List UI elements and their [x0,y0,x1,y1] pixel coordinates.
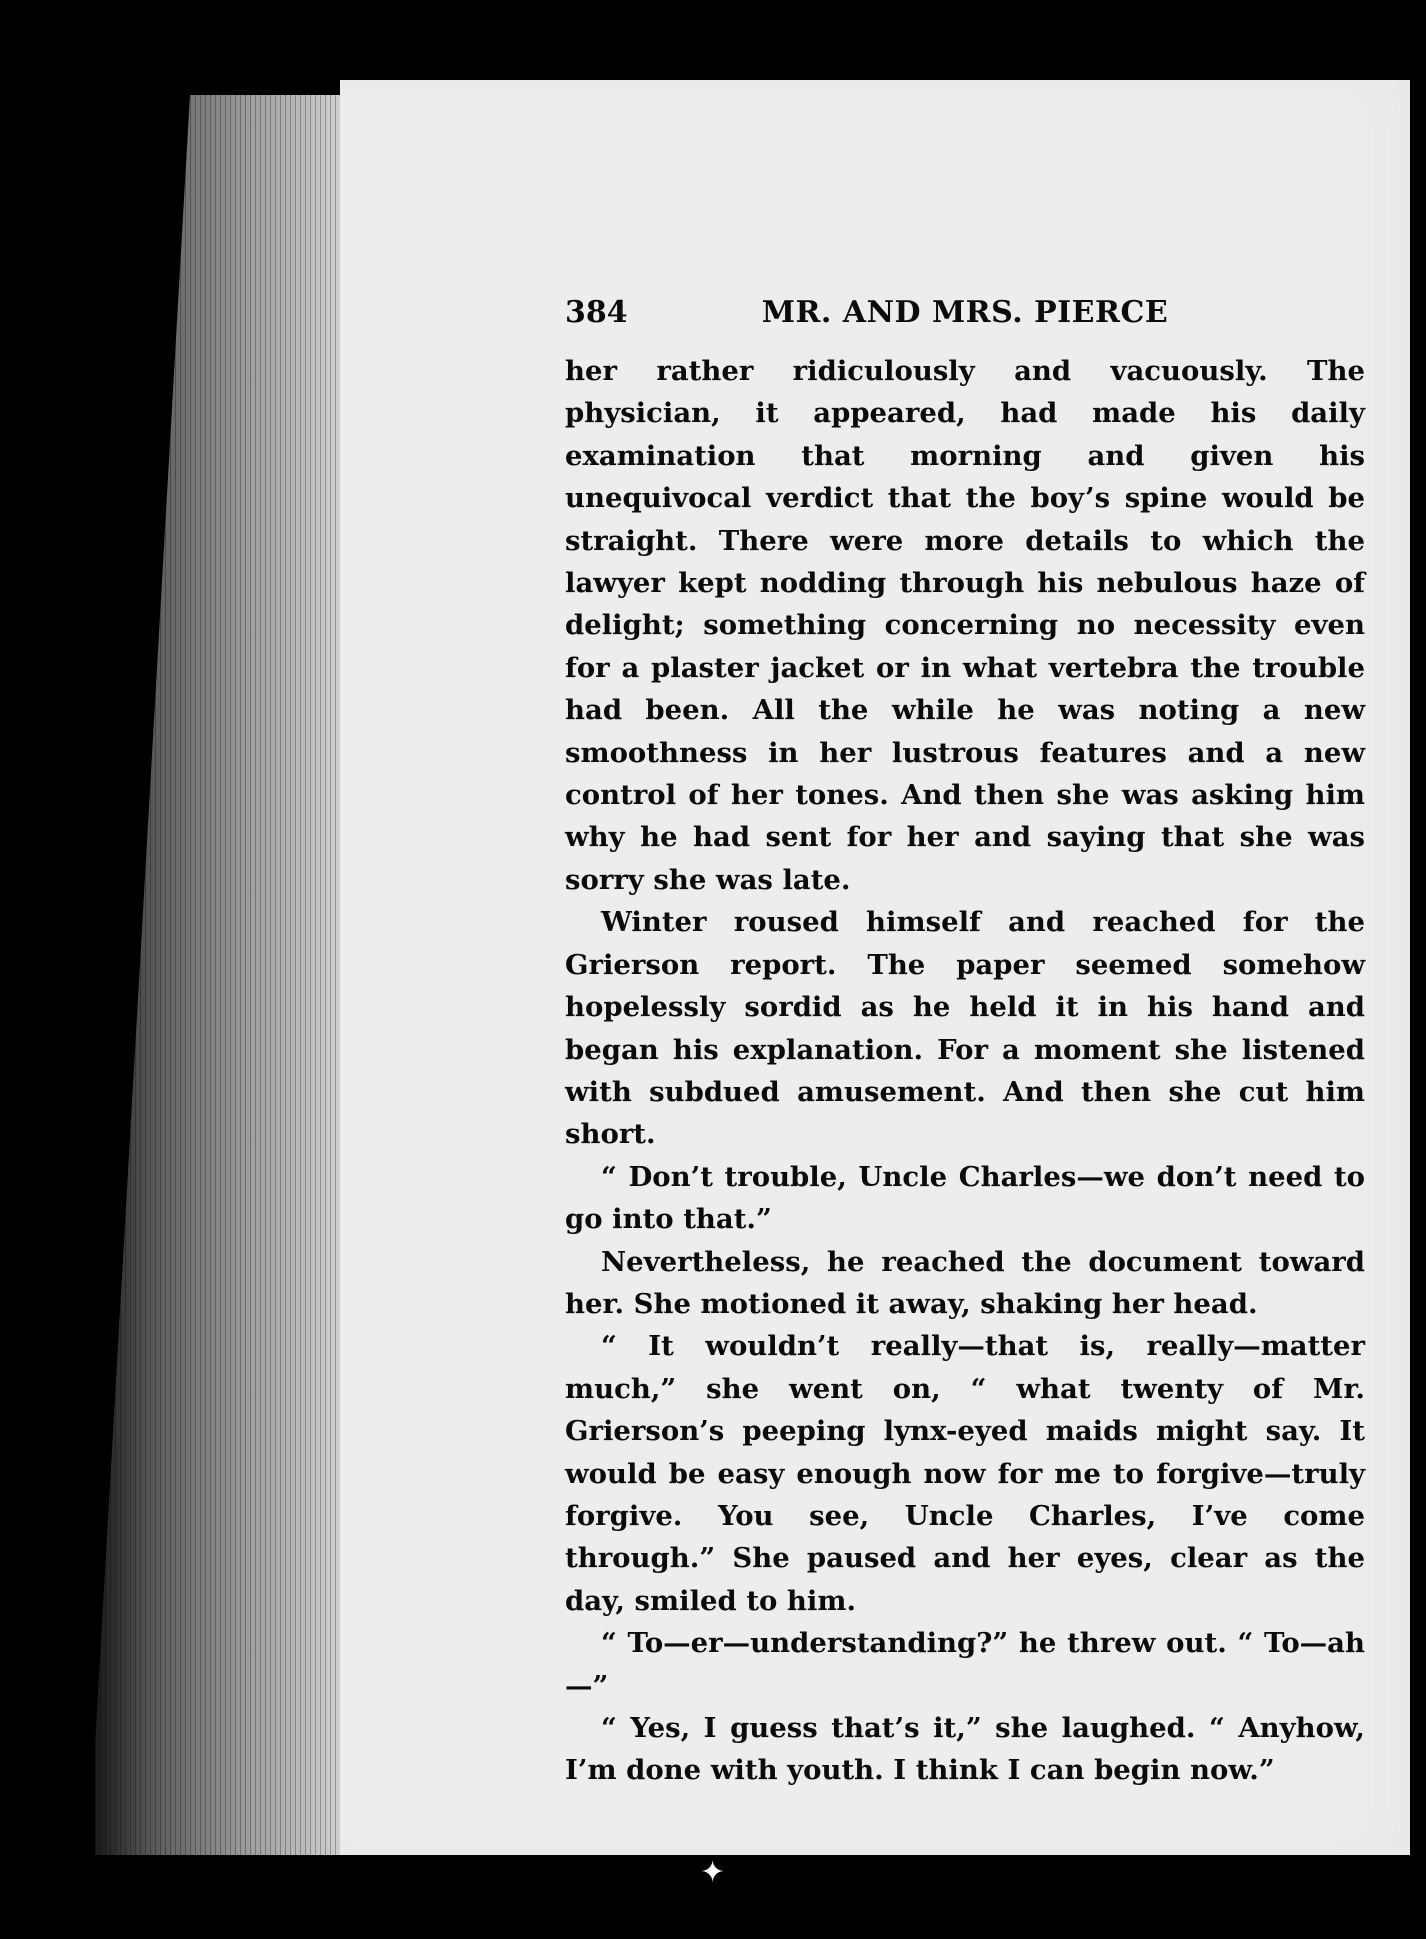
page-edge-lines [95,95,365,1855]
paragraph: Nevertheless, he reached the document toward her. She motioned it away, shaking her head. [565,1245,1365,1320]
book-page [340,80,1410,1855]
paragraph: “ It wouldn’t really—that is, really—matter much,” she went on, “ what twenty of Mr. Grierson’s peeping lynx-eyed maids might say. It would be easy enough now for me to forgive—truly forgive. You see, Uncle Charles, I’ve come through.” She paused and her eyes, clear as the day, smiled to him. [565,1330,1365,1617]
paragraph: “ Don’t trouble, Uncle Charles—we don’t need to go into that.” [565,1160,1365,1236]
running-head [565,292,1365,350]
paragraph: Winter roused himself and reached for the Grierson report. The paper seemed somehow hopelessly sordid as he held it in his hand and began his explanation. For a moment she listened with subdued amusement. And then she cut him short. [565,906,1365,1151]
scan-artifact: ✦ [700,1855,726,1890]
page-content [565,292,1365,1792]
paragraph: “ Yes, I guess that’s it,” she laughed. “ Anyhow, I’m done with youth. I think I can begin now.” [565,1712,1365,1787]
running-title: MR. AND MRS. PIERCE [761,295,1169,330]
page-number: 384 [565,295,628,330]
paragraph: her rather ridiculously and vacuously. The physician, it appeared, had made his daily examination that morning and given his unequivocal verdict that the boy’s spine would be straight. There were more details to which the lawyer kept nodding through his nebulous haze of delight; something concerning no necessity even for a plaster jacket or in what vertebra the trouble had been. All the while he was noting a new smoothness in her lustrous features and a new control of her tones. And then she was asking him why he had sent for her and saying that she was sorry she was late. [565,355,1365,896]
paragraph: “ To—er—understanding?” he threw out. “ To—ah—” [565,1627,1365,1702]
